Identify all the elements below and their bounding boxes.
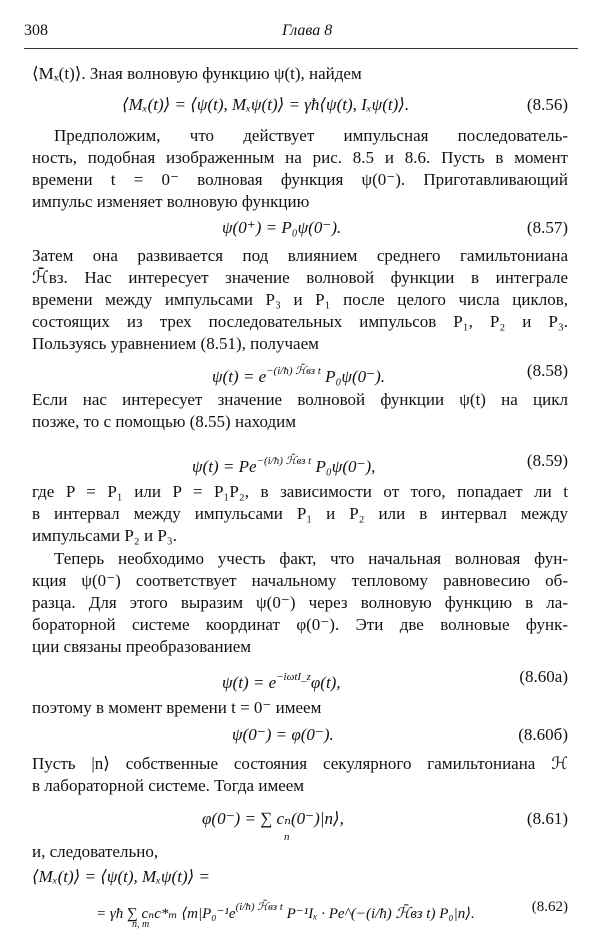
equation-lhs: ψ(t) = Pe bbox=[192, 457, 257, 476]
equation-tail: P⁻¹Iₓ · Pe^(−(i/ħ) ℋ̄вз t) P₀|n⟩. bbox=[282, 906, 475, 922]
equation-body bbox=[192, 448, 375, 480]
equation-body: ψ(0⁻) = φ(0⁻). bbox=[232, 725, 334, 744]
equation-8-56 bbox=[32, 92, 568, 118]
text-line: импульсами P₂ и P₃. bbox=[32, 526, 177, 545]
text-line: Затем она развивается под влиянием среднего гамильтониана bbox=[32, 246, 568, 265]
equation-8-59 bbox=[32, 448, 568, 474]
equation-body bbox=[222, 664, 341, 696]
equation-label: (8.62) bbox=[531, 899, 568, 915]
text-line: кция ψ(0⁻) соответствует начальному тепловому равновесию об- bbox=[32, 571, 568, 590]
text-line: поэтому в момент времени t = 0⁻ имеем bbox=[32, 698, 322, 717]
equation-exponent: −iωtI_z bbox=[276, 671, 311, 683]
equation-label: (8.59) bbox=[526, 451, 568, 470]
equation-exponent: −(i/ħ) ℋ̄вз t bbox=[266, 365, 321, 377]
equation-8-58 bbox=[32, 358, 568, 384]
equation-body bbox=[96, 894, 475, 927]
equation-lhs: = γħ ∑ cₙc*ₘ ⟨m|P₀⁻¹e bbox=[96, 906, 236, 922]
text-line: разца. Для этого выразим ψ(0⁻) через волновую функцию в ла- bbox=[32, 593, 568, 612]
equation-label: (8.60б) bbox=[518, 725, 568, 744]
text-line: ⟨Mₓ(t)⟩. Зная волновую функцию ψ(t), найдем bbox=[32, 64, 362, 83]
text-line: и, следовательно, bbox=[32, 842, 159, 861]
text-line: ℋ̄вз. Нас интересует значение волновой функции в интеграле bbox=[32, 268, 568, 287]
text-line: позже, то с помощью (8.55) находим bbox=[32, 412, 296, 431]
text-line: состоящих из трех последовательных импульсов P₁, P₂ и P₃. bbox=[32, 312, 568, 331]
equation-label: (8.60а) bbox=[519, 667, 568, 686]
text-line: ции связаны преобразованием bbox=[32, 637, 252, 656]
equation-label: (8.57) bbox=[526, 218, 568, 237]
equation-8-62-line1 bbox=[32, 864, 568, 890]
equation-lhs: ψ(t) = e bbox=[212, 367, 267, 386]
text-line: в интервал между импульсами P₁ и P₂ или в интервал между bbox=[32, 504, 568, 523]
equation-body: ⟨Mₓ(t)⟩ = ⟨ψ(t), Mₓψ(t)⟩ = bbox=[32, 867, 210, 886]
text-line: Пользуясь уравнением (8.51), получаем bbox=[32, 334, 319, 353]
equation-tail: P₀ψ(0⁻). bbox=[320, 367, 385, 386]
sum-index: n, m bbox=[132, 919, 150, 930]
text-line: где P = P₁ или P = P₁P₂, в зависимости от того, попадает ли t bbox=[32, 482, 568, 501]
text-line: в лабораторной системе. Тогда имеем bbox=[32, 776, 305, 795]
text-line: Теперь необходимо учесть факт, что начальная волновая фун- bbox=[54, 549, 568, 568]
equation-8-62-line2 bbox=[32, 894, 568, 930]
equation-tail: P₀ψ(0⁻), bbox=[311, 457, 376, 476]
running-header bbox=[24, 18, 578, 44]
equation-tail: φ(t), bbox=[310, 673, 341, 692]
equation-lhs: ψ(t) = e bbox=[222, 673, 277, 692]
page-number: 308 bbox=[24, 22, 48, 39]
equation-body: φ(0⁻) = ∑ cₙ(0⁻)|n⟩, bbox=[202, 809, 344, 828]
equation-8-61 bbox=[32, 806, 568, 843]
equation-label: (8.56) bbox=[526, 95, 568, 114]
equation-label: (8.58) bbox=[526, 361, 568, 380]
text-line: времени между импульсами P₃ и P₁ после целого числа циклов, bbox=[32, 290, 568, 309]
text-line: бораторной системе координат φ(0⁻). Эти две волновые функ- bbox=[32, 615, 568, 634]
equation-8-57 bbox=[32, 215, 568, 241]
equation-8-60b bbox=[32, 722, 568, 748]
text-line: импульс изменяет волновую функцию bbox=[32, 192, 310, 211]
equation-body: ψ(0⁺) = P₀ψ(0⁻). bbox=[222, 218, 342, 237]
running-head: Глава 8 bbox=[282, 22, 333, 39]
header-rule bbox=[24, 48, 578, 49]
text-line: Предположим, что действует импульсная последователь- bbox=[54, 126, 568, 145]
text-line: времени t = 0⁻ волновая функция ψ(0⁻). Приготавливающий bbox=[32, 170, 568, 189]
sum-index: n bbox=[284, 831, 290, 843]
equation-body: ⟨Mₓ(t)⟩ = ⟨ψ(t), Mₓψ(t)⟩ = γħ⟨ψ(t), Iₓψ(t)⟩. bbox=[122, 95, 410, 114]
equation-8-60a bbox=[32, 664, 568, 690]
text-line: ность, подобная изображенным на рис. 8.5 и 8.6. Пусть в момент bbox=[32, 148, 568, 167]
text-line: Пусть |n⟩ собственные состояния секулярного гамильтониана ℋ bbox=[32, 754, 568, 773]
equation-label: (8.61) bbox=[526, 809, 568, 828]
equation-exponent: −(i/ħ) ℋ̄вз t bbox=[256, 455, 312, 467]
equation-exponent: (i/ħ) ℋ̄вз t bbox=[235, 901, 283, 913]
text-line: Если нас интересует значение волновой функции ψ(t) на цикл bbox=[32, 390, 568, 409]
equation-body bbox=[212, 358, 385, 390]
